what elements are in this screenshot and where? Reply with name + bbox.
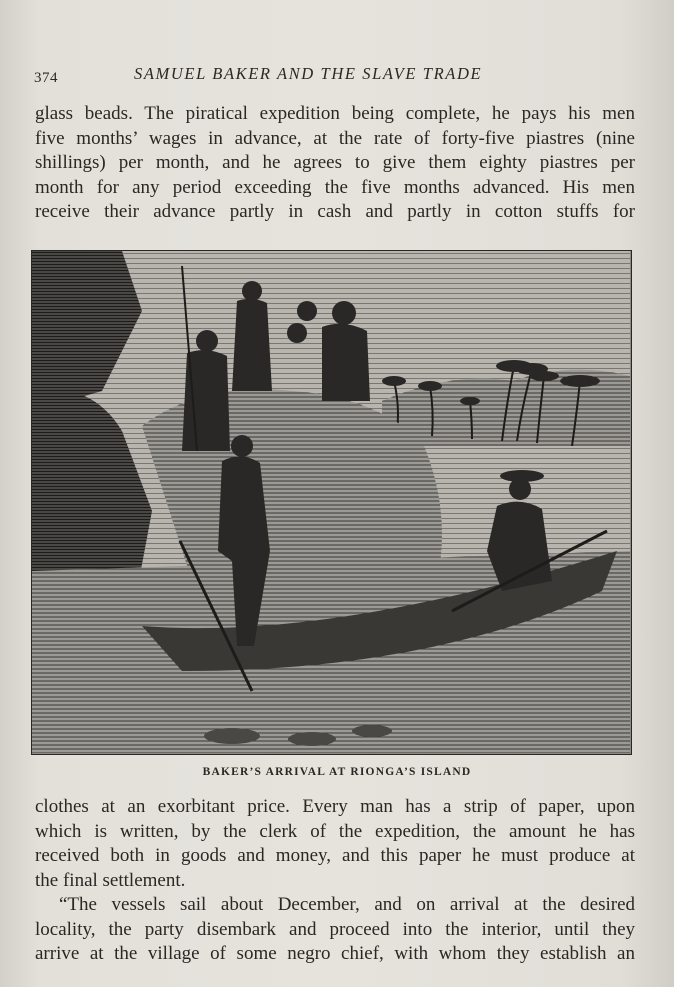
page-header (34, 64, 634, 88)
text-line: glass beads. The piratical expedition being complete, he pays his men (35, 103, 635, 124)
page-number: 374 (34, 70, 58, 86)
text-line: which is written, by the clerk of the expedition, the amount he has (35, 820, 635, 842)
text-line: arrive at the village of some negro chief, with whom they establish an (35, 943, 635, 964)
paragraph-bottom (35, 795, 635, 893)
text-line: five months’ wages in advance, at the rate of forty-five piastres (nine (35, 127, 635, 149)
paragraph-quote (35, 893, 635, 967)
text-line: locality, the party disembark and proceed into the interior, until they (35, 918, 635, 940)
engraving-drawing (32, 251, 630, 753)
illustration-caption: BAKER’S ARRIVAL AT RIONGA’S ISLAND (202, 766, 472, 778)
text-line: receive their advance partly in cash and partly in cotton stuffs for (35, 201, 635, 222)
paragraph-top (35, 102, 635, 225)
text-line: shillings) per month, and he agrees to give them eighty piastres per (35, 152, 635, 173)
text-line: clothes at an exorbitant price. Every man has a strip of paper, upon (35, 796, 635, 817)
engraving-illustration (31, 250, 632, 755)
text-line: “The vessels sail about December, and on arrival at the desired (59, 894, 635, 915)
text-line: the final settlement. (35, 869, 186, 891)
text-line: received both in goods and money, and this paper he must produce at (35, 845, 635, 866)
running-title: SAMUEL BAKER AND THE SLAVE TRADE (134, 64, 483, 83)
text-line: month for any period exceeding the five months advanced. His men (35, 176, 635, 198)
